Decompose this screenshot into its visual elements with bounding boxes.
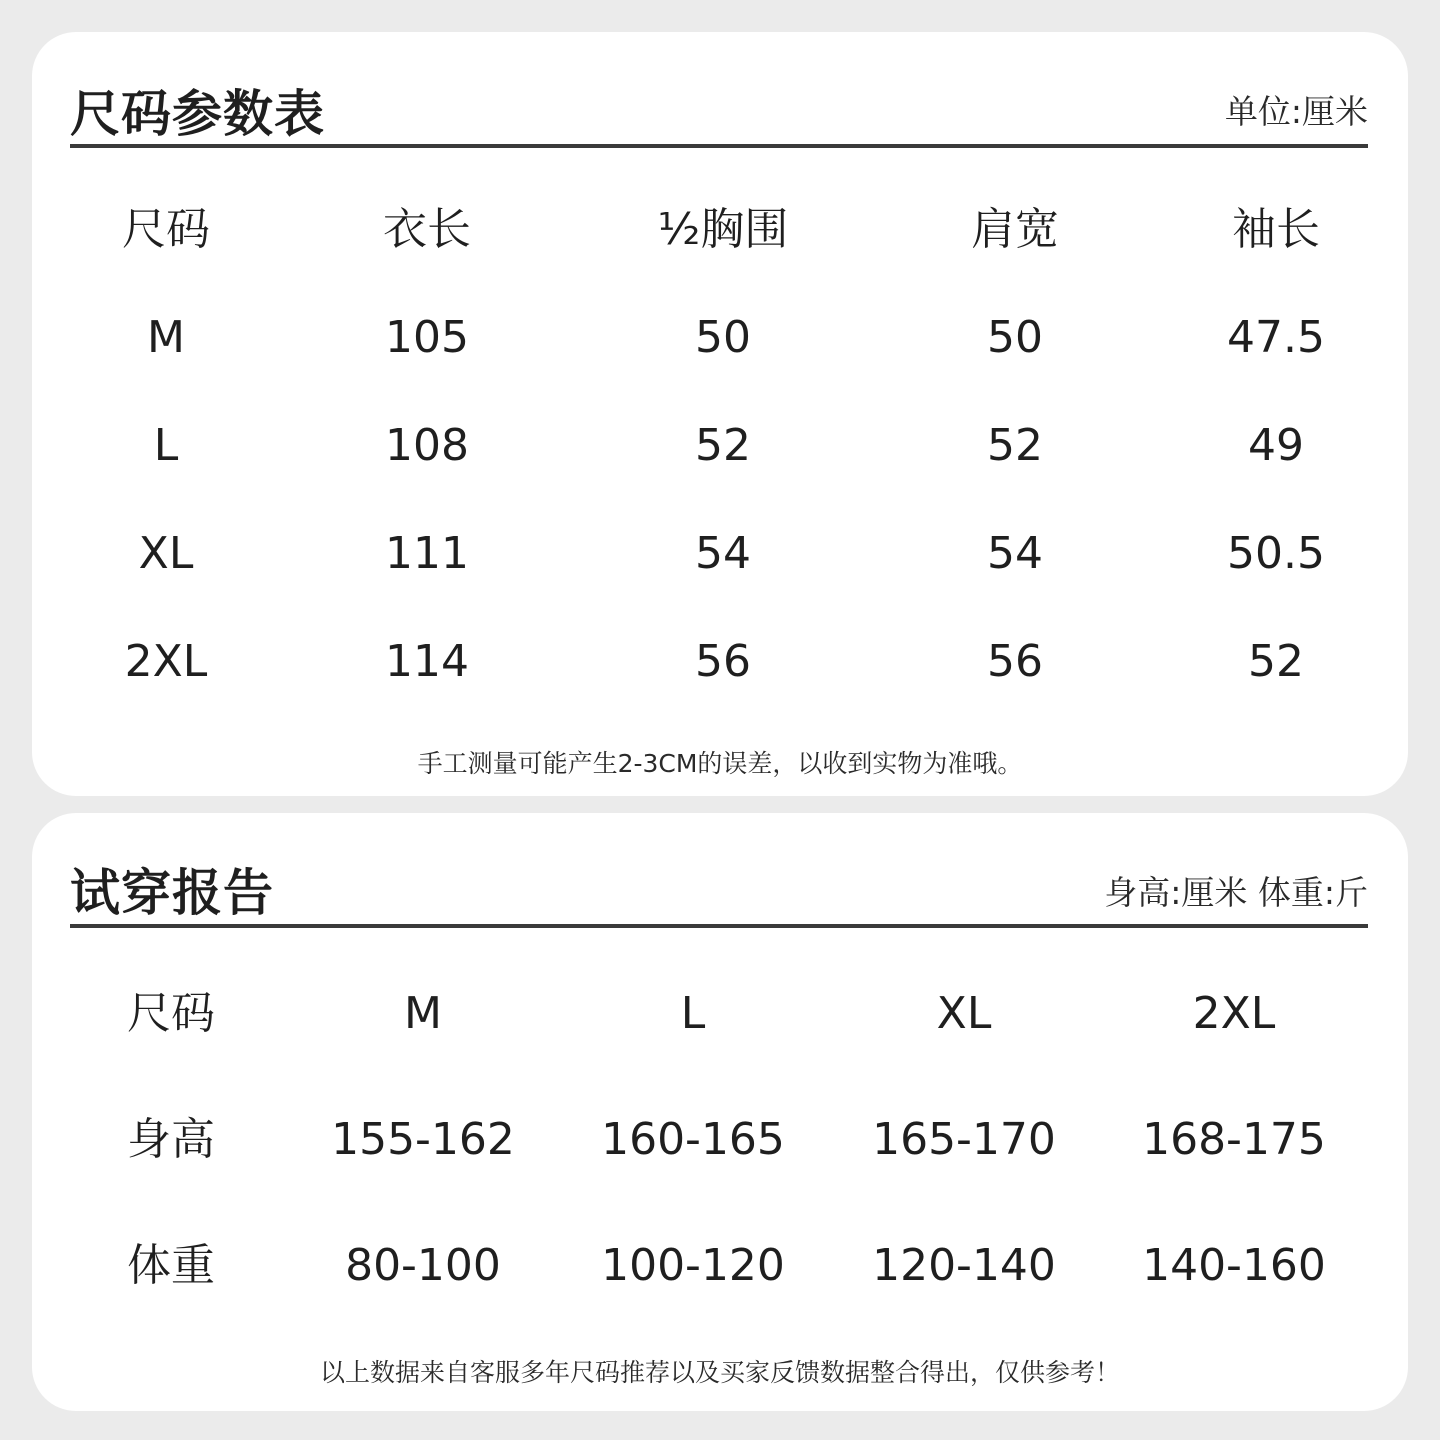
size-chart-cell: 47.5 [1227, 312, 1325, 363]
size-chart-header-row [32, 190, 1408, 270]
size-chart-cell: 52 [987, 420, 1043, 471]
size-chart-cell: 54 [695, 528, 751, 579]
size-chart-cell: 52 [1248, 636, 1304, 687]
size-chart-cell: 49 [1248, 420, 1304, 471]
size-chart-row [32, 298, 1408, 378]
fit-report-divider [70, 924, 1368, 928]
size-chart-cell: 2XL [124, 636, 208, 687]
size-chart-note: 手工测量可能产生2-3CM的误差，以收到实物为准哦。 [417, 749, 1023, 778]
size-chart-cell: 114 [385, 636, 469, 687]
fit-report-header-cell: L [680, 988, 706, 1039]
fit-report-card [32, 813, 1408, 1411]
size-chart-header-cell: 衣长 [383, 204, 471, 255]
size-chart-divider [70, 144, 1368, 148]
size-chart-header-cell: 肩宽 [971, 204, 1059, 255]
size-chart-title: 尺码参数表 [70, 85, 325, 143]
size-chart-cell: 111 [385, 528, 469, 579]
fit-report-header-cell: 尺码 [127, 988, 215, 1039]
fit-report-cell: 体重 [127, 1240, 215, 1291]
size-chart-cell: 50.5 [1227, 528, 1325, 579]
size-chart-cell: L [153, 420, 179, 471]
fit-report-cell: 165-170 [872, 1114, 1056, 1165]
size-chart-cell: 105 [385, 312, 469, 363]
size-chart-cell: 52 [695, 420, 751, 471]
size-chart-row [32, 406, 1408, 486]
fit-report-unit: 身高:厘米 体重:斤 [1104, 873, 1368, 912]
size-chart-cell: 56 [987, 636, 1043, 687]
fit-report-header-cell: M [404, 988, 442, 1039]
size-chart-cell: 108 [385, 420, 469, 471]
size-chart-cell: 56 [695, 636, 751, 687]
fit-report-header-cell: XL [936, 988, 992, 1039]
fit-report-header-cell: 2XL [1192, 988, 1276, 1039]
fit-report-row [32, 1226, 1408, 1306]
size-chart-cell: M [147, 312, 185, 363]
fit-report-row [32, 1100, 1408, 1180]
size-chart-header-cell: 尺码 [122, 204, 210, 255]
fit-report-cell: 155-162 [331, 1114, 515, 1165]
size-chart-row [32, 622, 1408, 702]
size-chart-cell: 50 [987, 312, 1043, 363]
fit-report-cell: 140-160 [1142, 1240, 1326, 1291]
size-chart-cell: XL [138, 528, 194, 579]
fit-report-title: 试穿报告 [70, 864, 274, 922]
size-chart-cell: 54 [987, 528, 1043, 579]
fit-report-cell: 168-175 [1142, 1114, 1326, 1165]
fit-report-cell: 160-165 [601, 1114, 785, 1165]
fit-report-note: 以上数据来自客服多年尺码推荐以及买家反馈数据整合得出，仅供参考！ [319, 1358, 1120, 1387]
fit-report-header-row [32, 974, 1408, 1054]
size-chart-header-cell: 袖长 [1232, 204, 1320, 255]
size-chart-cell: 50 [695, 312, 751, 363]
fit-report-cell: 身高 [127, 1114, 215, 1165]
size-chart-unit: 单位:厘米 [1224, 92, 1368, 131]
fit-report-cell: 80-100 [345, 1240, 501, 1291]
fit-report-cell: 100-120 [601, 1240, 785, 1291]
size-chart-header-cell: ½胸围 [657, 204, 789, 255]
size-chart-card [32, 32, 1408, 796]
size-chart-row [32, 514, 1408, 594]
fit-report-cell: 120-140 [872, 1240, 1056, 1291]
